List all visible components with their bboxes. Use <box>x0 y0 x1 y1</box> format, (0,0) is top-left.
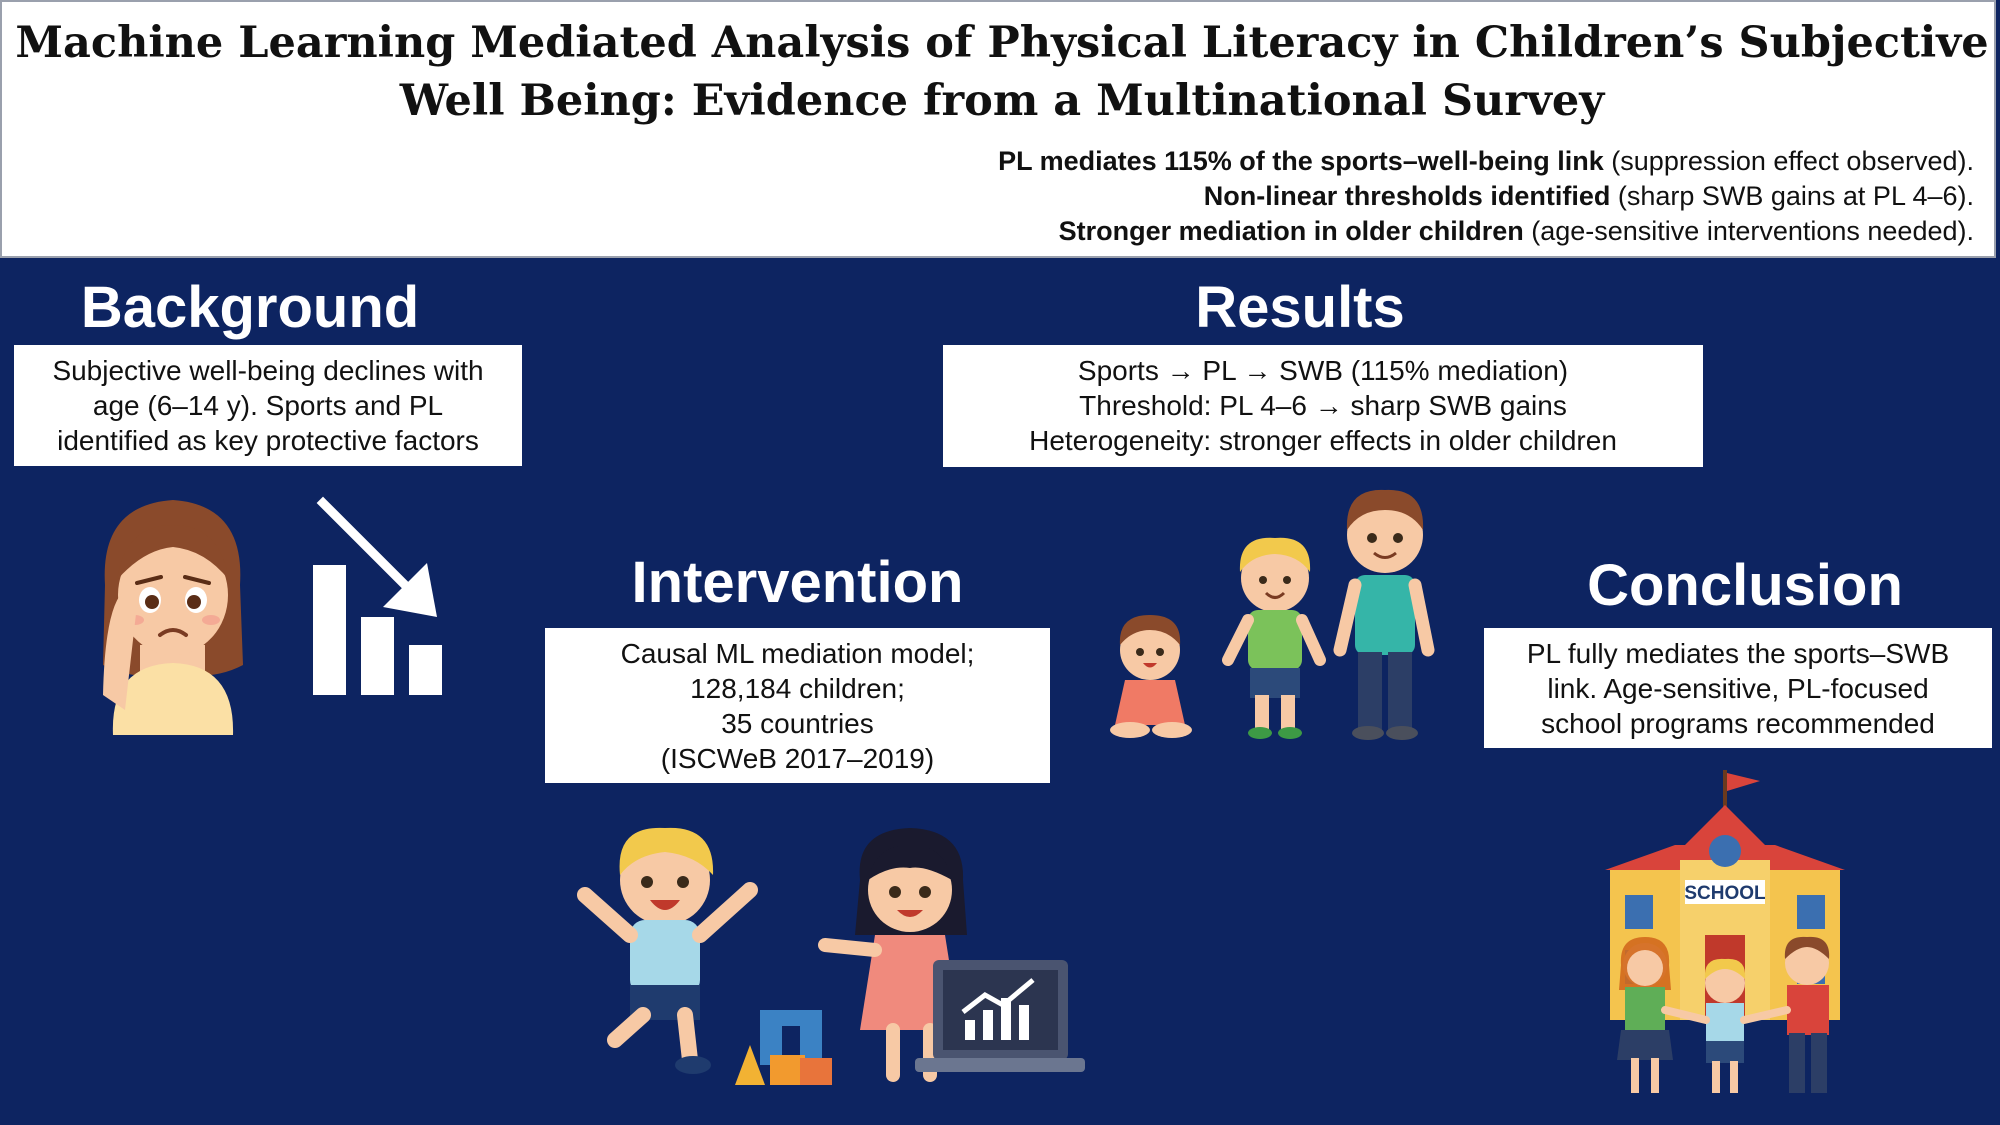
conclusion-line-1: PL fully mediates the sports–SWB <box>1526 638 1950 669</box>
key-highlights <box>574 144 1974 249</box>
intervention-line-4: (ISCWeB 2017–2019) <box>660 743 935 774</box>
title-line-2: Well Being: Evidence from a Multinational Survey <box>399 76 1605 126</box>
intervention-box <box>545 628 1050 783</box>
background-line-3: identified as key protective factors <box>57 425 479 456</box>
kids-laptop-illustration <box>575 820 1085 1090</box>
background-heading: Background <box>80 275 420 340</box>
results-heading: Results <box>1195 275 1405 340</box>
title-line-1: Machine Learning Mediated Analysis of Physical Literacy in Children’s Subjective <box>15 18 1989 68</box>
highlight-1: PL mediates 115% of the sports–well-being link (suppression effect observed). <box>998 146 1974 176</box>
results-line-3: Heterogeneity: stronger effects in older children <box>1029 425 1617 456</box>
results-line-2: Threshold: PL 4–6 → sharp SWB gains <box>1079 390 1567 421</box>
results-box <box>943 345 1703 467</box>
background-line-1: Subjective well-being declines with <box>52 355 484 386</box>
results-line-1: Sports → PL → SWB (115% mediation) <box>1077 355 1569 386</box>
school-illustration <box>1585 765 1865 1105</box>
declining-chart-icon <box>305 495 450 700</box>
sad-girl-illustration <box>95 495 250 735</box>
intervention-heading: Intervention <box>631 550 964 615</box>
page-title <box>2 14 2000 130</box>
intervention-line-3: 35 countries <box>721 708 874 739</box>
growing-children-illustration <box>1100 480 1440 745</box>
intervention-line-2: 128,184 children; <box>690 673 905 704</box>
conclusion-box <box>1484 628 1992 748</box>
background-line-2: age (6–14 y). Sports and PL <box>92 390 444 421</box>
highlight-3: Stronger mediation in older children (age-sensitive interventions needed). <box>1058 216 1974 246</box>
conclusion-line-2: link. Age-sensitive, PL-focused <box>1547 673 1929 704</box>
header-panel <box>0 0 1996 258</box>
intervention-line-1: Causal ML mediation model; <box>620 638 975 669</box>
conclusion-heading: Conclusion <box>1587 553 1903 618</box>
highlight-2: Non-linear thresholds identified (sharp SWB gains at PL 4–6). <box>1203 181 1974 211</box>
background-box <box>14 345 522 466</box>
conclusion-line-3: school programs recommended <box>1541 708 1935 739</box>
school-sign-text: SCHOOL <box>1684 883 1766 904</box>
